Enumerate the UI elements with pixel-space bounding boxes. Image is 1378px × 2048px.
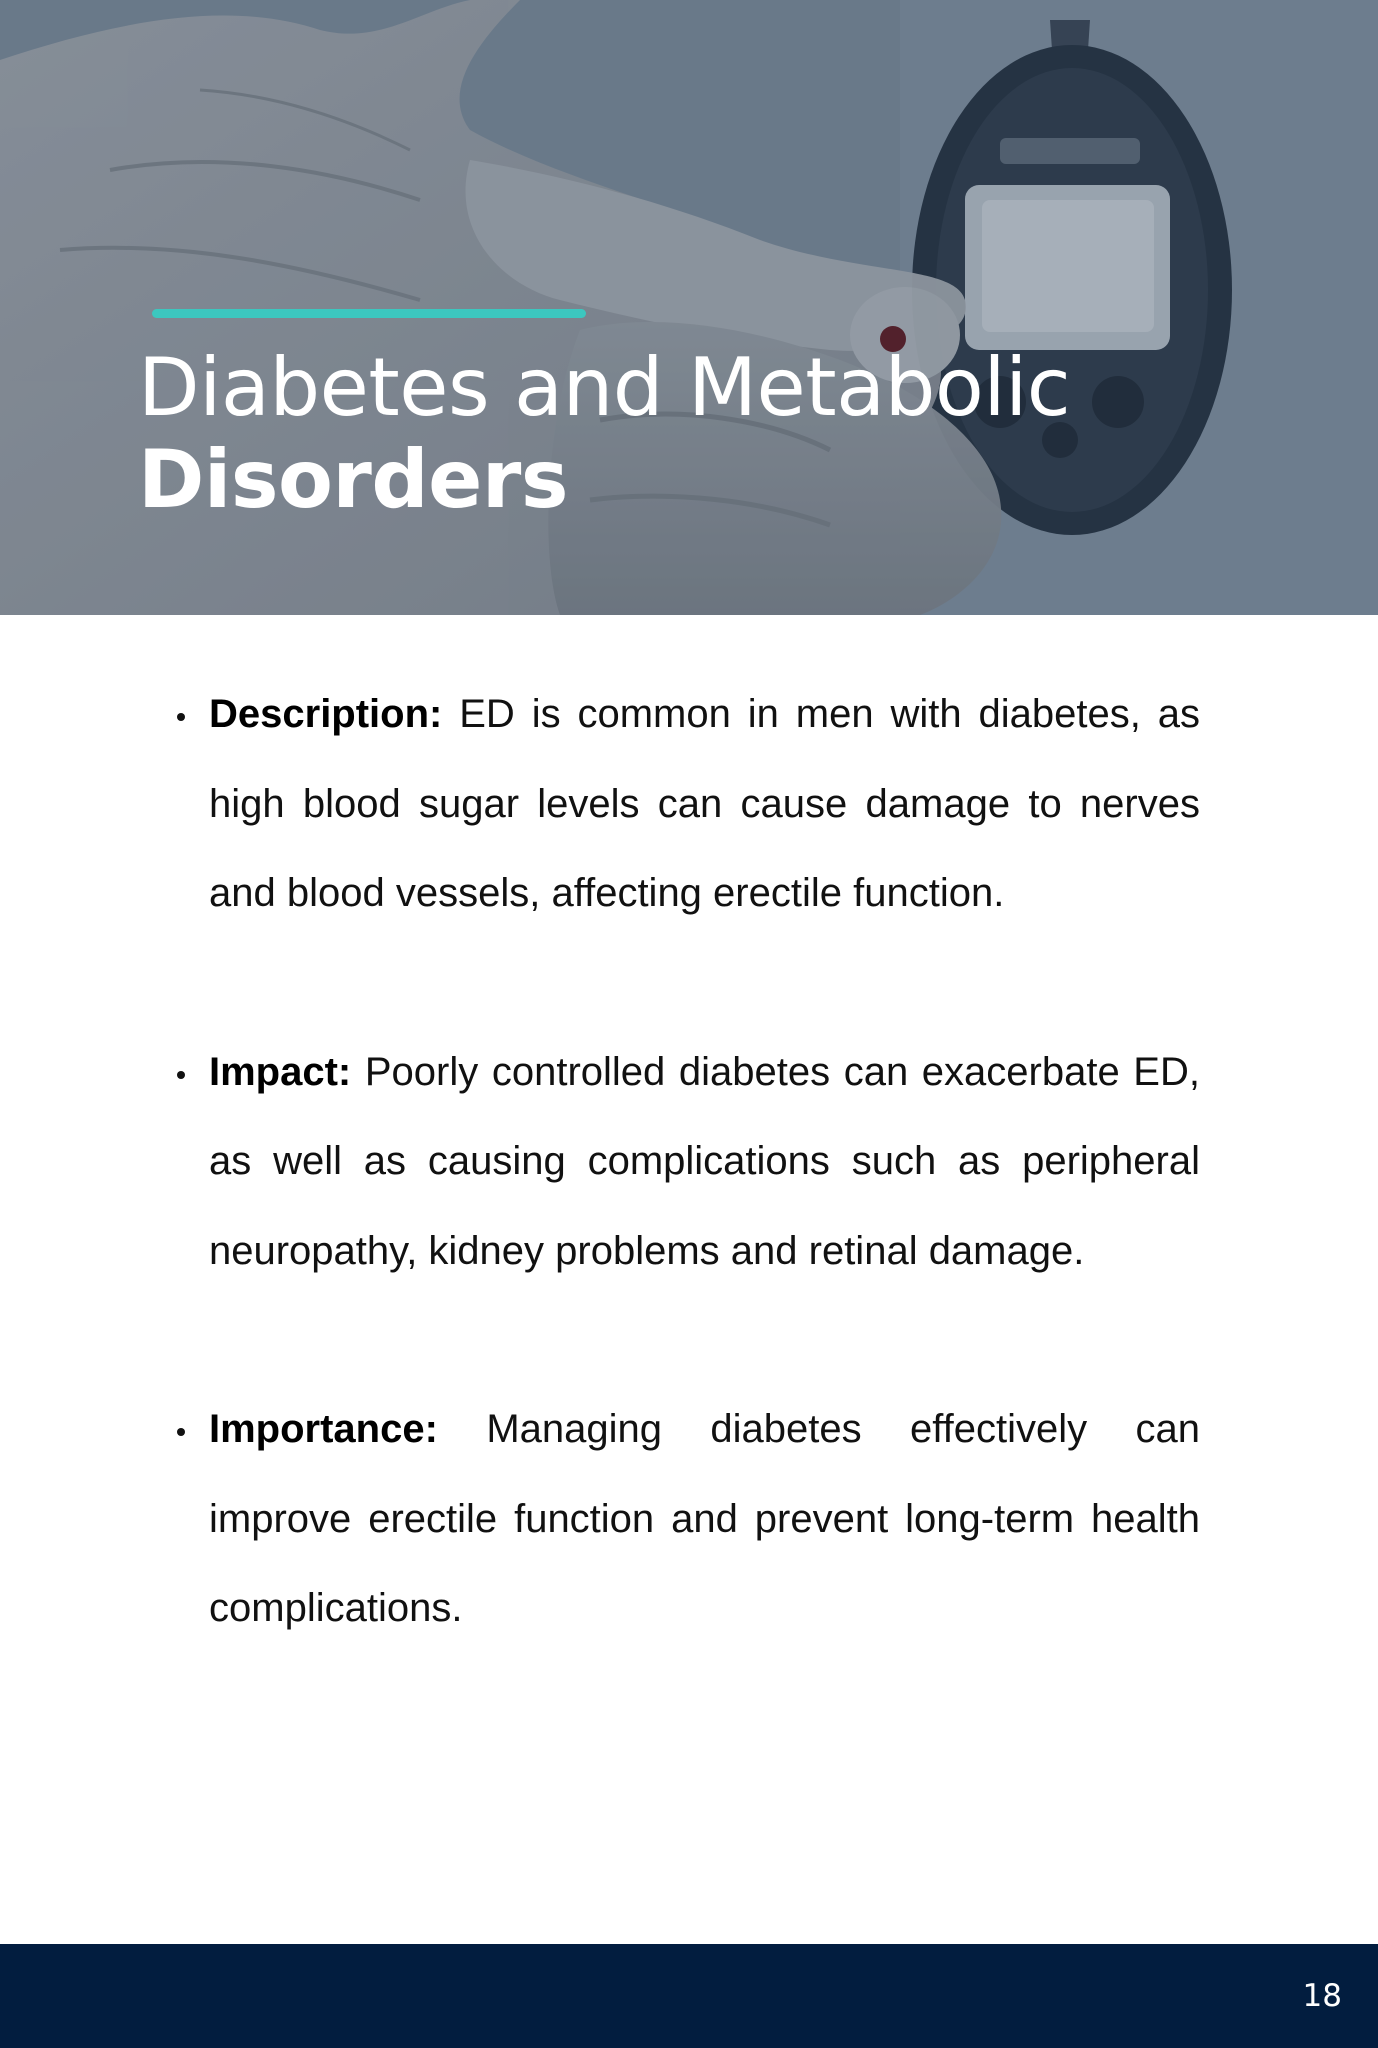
bullet-description [176,670,1200,939]
hero-banner [0,0,1378,615]
page-title-line-1: Diabetes and Metabolic [138,341,1071,434]
page-title-line-2: Disorders [138,433,568,526]
bullet-label: Impact: [209,1049,352,1094]
footer-bar [0,1944,1378,2048]
bullet-importance [176,1385,1200,1654]
title-accent-bar [152,309,586,318]
bullet-impact [176,1028,1200,1297]
bullet-text: ED is common in men with diabetes, as high blood sugar levels can cause damage to nerves and blood vessels, affecting erectile function. [209,692,1200,915]
bullet-list [176,670,1200,1743]
page-title [138,342,1070,526]
bullet-label: Description: [209,692,443,736]
bullet-text: Poorly controlled diabetes can exacerbate ED, as well as causing complications such as peripheral neuropathy, kidney problems and retinal damage. [209,1049,1200,1273]
bullet-text: Managing diabetes effectively can improve erectile function and prevent long-term health complications. [209,1407,1200,1630]
page-number: 18 [1302,1978,1342,2014]
bullet-label: Importance: [209,1407,438,1451]
